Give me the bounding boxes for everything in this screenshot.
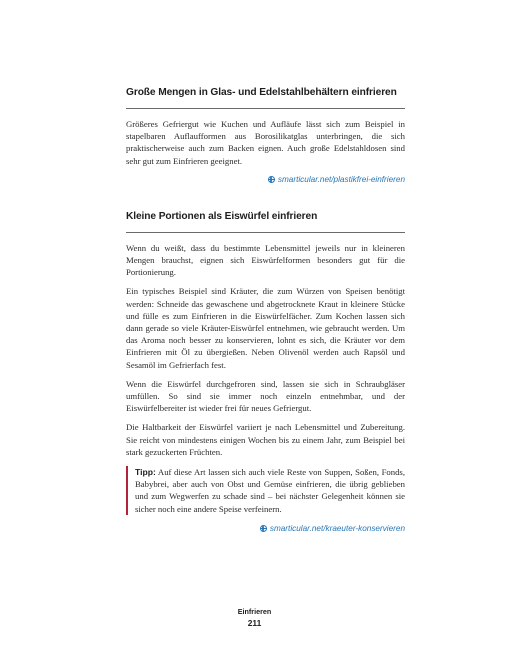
body-paragraph: Wenn du weißt, dass du bestimmte Lebensmittel jeweils nur in kleineren Mengen brauchst, eignen sich Eiswürfelformen besonders gut für die Portionierung. xyxy=(126,242,405,278)
chapter-title: Einfrieren xyxy=(237,607,272,616)
reference-link[interactable] xyxy=(126,174,405,186)
body-paragraph: Ein typisches Beispiel sind Kräuter, die zum Würzen von Speisen benötigt werden: Schneide das gewaschene und abgetrocknete Kraut in kleinere Stücke und fülle es zum Einfrieren in die Eiswürfelfächer. Zum Kochen lassen sich dann gerade so viele Kräuter-Eiswürfel entnehmen, wie gebraucht werden. Um das Aroma noch besser zu konservieren, lohnt es sich, die Kräuter vor dem Einfrieren mit Öl zu übergießen. Neben Olivenöl werden auch Rapsöl und Sesamöl im Gefrierfach fest. xyxy=(126,286,405,370)
tip-paragraph xyxy=(135,466,405,515)
page-footer xyxy=(0,607,509,629)
link-text[interactable]: smarticular.net/plastikfrei-einfrieren xyxy=(277,174,405,184)
tip-box xyxy=(126,466,405,515)
reference-link[interactable] xyxy=(126,523,405,535)
section-glass-containers xyxy=(126,86,405,186)
section-heading: Große Mengen in Glas- und Edelstahlbehältern einfrieren xyxy=(126,87,397,98)
section-ice-cubes xyxy=(126,210,405,535)
globe-icon xyxy=(268,176,275,183)
globe-icon xyxy=(260,525,267,532)
page-number: 211 xyxy=(247,618,262,628)
page-content xyxy=(126,86,405,535)
link-text[interactable]: smarticular.net/kraeuter-konservieren xyxy=(269,523,405,533)
tip-label: Tipp: xyxy=(135,467,156,478)
body-paragraph: Größeres Gefriergut wie Kuchen und Aufläufe lässt sich zum Beispiel in stapelbaren Auflaufformen aus Borosilikatglas unterbringen, die sich praktischerweise auch zum Backen eignen. Auch große Edelstahldosen sind sehr gut zum Einfrieren geeignet. xyxy=(126,119,405,166)
section-heading: Kleine Portionen als Eiswürfel einfrieren xyxy=(126,210,318,222)
tip-text: Auf diese Art lassen sich auch viele Reste von Suppen, Soßen, Fonds, Babybrei, aber auch von Obst und Gemüse einfrieren, die übrig geblieben und zum Wegwerfen zu schade sind – bei nächster Gelegenheit können sie sicher noch eine andere Speise verfeinern. xyxy=(135,467,405,514)
heading-rule xyxy=(126,108,405,109)
body-paragraph: Wenn die Eiswürfel durchgefroren sind, lassen sie sich in Schraubgläser umfüllen. So sind sie immer noch einzeln entnehmbar, und der Eiswürfelbereiter ist wieder frei für neues Gefriergut. xyxy=(126,378,405,414)
body-paragraph: Die Haltbarkeit der Eiswürfel variiert je nach Lebensmittel und Zubereitung. Sie reicht von mindestens einigen Wochen bis zu einem Jahr, zum Beispiel bei stark gezuckerten Früchten. xyxy=(126,422,405,457)
heading-rule xyxy=(126,232,405,233)
